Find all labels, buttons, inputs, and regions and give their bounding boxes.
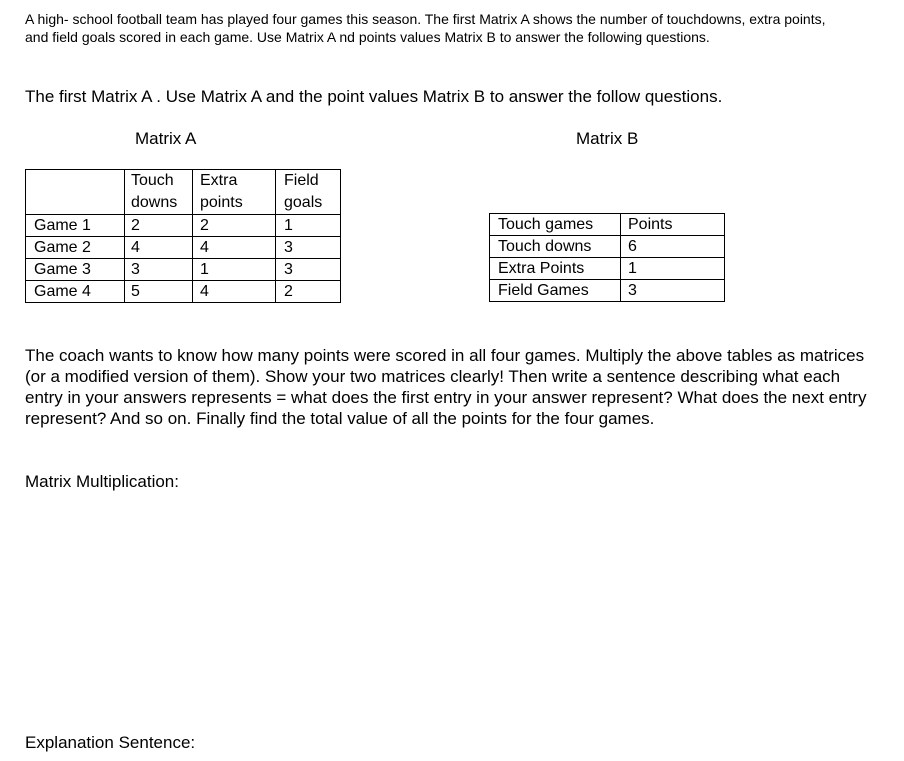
table-cell: 4 [193,237,276,259]
header-line: Field [284,172,319,189]
matrix-a-header-extra-points [193,170,276,215]
header-line: Extra [200,172,238,189]
matrix-a-header-row [26,170,341,215]
matrix-b-table [489,213,725,302]
table-cell: 1 [193,259,276,281]
table-row [490,280,725,302]
matrix-b-label: Matrix B [576,129,639,148]
game-label: Game 4 [26,281,125,303]
table-cell: 3 [621,280,725,302]
matrix-a-header-touchdowns [125,170,193,215]
matrix-a-table [25,169,341,303]
table-cell: Field Games [490,280,621,302]
table-row [26,281,341,303]
matrix-a-corner-cell [26,170,125,215]
matrix-b-header-points: Points [621,214,725,236]
header-line: points [200,194,243,211]
intro-paragraph: A high- school football team has played four games this season. The first Matrix A shows the number of touchdowns, extra points, and field goals scored in each game. Use Matrix A nd points values Matrix B to answer the following questions. [25,11,826,45]
table-cell: 2 [276,281,341,303]
matrix-a-label: Matrix A [135,129,197,148]
game-label: Game 1 [26,215,125,237]
header-line: downs [131,194,178,211]
table-row [26,237,341,259]
matrix-b-header-category: Touch games [490,214,621,236]
table-cell: 3 [125,259,193,281]
lead-sentence: The first Matrix A . Use Matrix A and the point values Matrix B to answer the follow questions. [25,87,723,106]
table-cell: 5 [125,281,193,303]
matrix-b-header-row [490,214,725,236]
table-cell: 2 [125,215,193,237]
header-line: Touch [131,172,174,189]
game-label: Game 3 [26,259,125,281]
table-cell: 4 [193,281,276,303]
table-cell: 3 [276,259,341,281]
table-cell: 1 [621,258,725,280]
table-cell: 2 [193,215,276,237]
table-cell: Touch downs [490,236,621,258]
table-cell: 4 [125,237,193,259]
table-row [26,215,341,237]
table-row [26,259,341,281]
table-cell: Extra Points [490,258,621,280]
header-line: goals [284,194,323,211]
table-row [490,258,725,280]
matrix-multiplication-label: Matrix Multiplication: [25,472,179,491]
matrix-a-header-field-goals [276,170,341,215]
explanation-sentence-label: Explanation Sentence: [25,733,196,752]
question-paragraph: The coach wants to know how many points were scored in all four games. Multiply the above tables as matrices (or a modified version of them). Show your two matrices clearly! Then write a sentence describing what each entry in your answers represents = what does the first entry in your answer represent? What does the next entry represent? And so on. Finally find the total value of all the points for the four games. [25,346,867,428]
table-cell: 1 [276,215,341,237]
table-cell: 6 [621,236,725,258]
table-cell: 3 [276,237,341,259]
table-row [490,236,725,258]
game-label: Game 2 [26,237,125,259]
